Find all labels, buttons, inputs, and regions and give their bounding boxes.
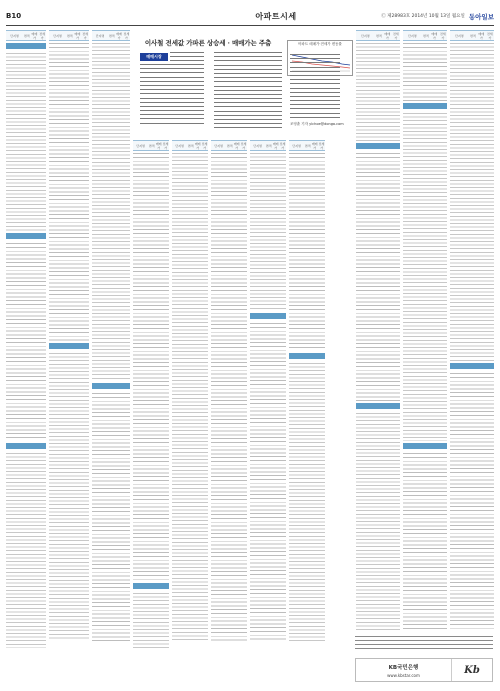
kb-logo-icon: Kb	[464, 664, 480, 676]
district-bar	[6, 233, 46, 239]
column-header: 단지명 면적 매매가 전세가	[403, 30, 447, 41]
column-header: 단지명 면적 매매가 전세가	[211, 140, 247, 151]
price-rows	[250, 321, 286, 641]
page-header	[6, 8, 494, 24]
district-bar	[356, 143, 400, 149]
issue-meta: Ⓒ 제28983호 2014년 10월 13일 월요일	[381, 14, 465, 19]
ad-brand: KB국민은행	[388, 664, 419, 671]
price-rows	[49, 351, 89, 641]
price-rows	[6, 451, 46, 648]
price-rows	[356, 151, 400, 401]
district-bar	[133, 583, 169, 589]
price-rows	[133, 591, 169, 648]
price-rows	[172, 151, 208, 641]
listing-column-8	[289, 140, 325, 648]
article-headline: 이사철 전세값 가파른 상승세 · 매매가는 주춤	[144, 39, 272, 47]
district-bar	[250, 313, 286, 319]
price-rows	[289, 151, 325, 351]
listing-column-3	[92, 30, 130, 648]
ad-logo-panel	[452, 659, 492, 681]
article-body-col-1b	[140, 64, 204, 144]
newspaper-name: 동아일보	[468, 12, 494, 21]
column-header: 단지명 면적 매매가 전세가	[356, 30, 400, 41]
listing-column-4	[133, 140, 169, 648]
column-header: 단지명 면적 매매가 전세가	[289, 140, 325, 151]
section-title: 아파트시세	[255, 11, 297, 21]
price-rows	[450, 371, 494, 630]
price-rows	[356, 411, 400, 630]
district-bar	[289, 353, 325, 359]
district-bar	[403, 443, 447, 449]
column-header: 단지명 면적 매매가 전세가	[6, 30, 46, 41]
district-bar	[92, 383, 130, 389]
price-rows	[6, 51, 46, 231]
advertisement-banner[interactable]	[355, 658, 493, 682]
column-header: 단지명 면적 매매가 전세가	[49, 30, 89, 41]
page-number: B10	[6, 12, 22, 20]
listing-column-2	[49, 30, 89, 648]
listing-column-7	[250, 140, 286, 648]
price-rows	[403, 451, 447, 630]
listing-column-10	[403, 30, 447, 630]
article-reporter: 조영춘 기자 ylchoe@donga.com	[290, 122, 344, 126]
listing-column-1	[6, 30, 46, 648]
chart-title: 아파트 매매가·전세가 변동률	[298, 42, 342, 46]
price-rows	[250, 151, 286, 311]
price-rows	[450, 41, 494, 361]
article-body-col-3	[290, 54, 340, 124]
price-rows	[211, 151, 247, 641]
price-rows	[92, 41, 130, 381]
district-bar	[6, 43, 46, 49]
listing-column-11	[450, 30, 494, 630]
feature-article	[132, 38, 284, 133]
ad-brand-panel	[356, 659, 452, 681]
district-bar	[450, 363, 494, 369]
price-rows	[403, 111, 447, 441]
price-rows	[289, 361, 325, 641]
column-header: 단지명 면적 매매가 전세가	[92, 30, 130, 41]
ad-notice	[355, 636, 493, 653]
district-bar	[6, 443, 46, 449]
price-rows	[356, 41, 400, 141]
price-rows	[133, 151, 169, 581]
price-rows	[49, 41, 89, 341]
article-tag: 매매시장	[140, 53, 168, 61]
price-rows	[6, 241, 46, 441]
district-bar	[356, 403, 400, 409]
listing-column-5	[172, 140, 208, 648]
listing-column-6	[211, 140, 247, 648]
price-rows	[403, 41, 447, 101]
district-bar	[49, 343, 89, 349]
column-header: 단지명 면적 매매가 전세가	[450, 30, 494, 41]
header-rule	[6, 25, 494, 26]
district-bar	[403, 103, 447, 109]
column-header: 단지명 면적 매매가 전세가	[250, 140, 286, 151]
column-header: 단지명 면적 매매가 전세가	[172, 140, 208, 151]
ad-url[interactable]: www.kbstar.com	[387, 672, 420, 678]
article-body-col-2	[214, 52, 282, 132]
column-header: 단지명 면적 매매가 전세가	[133, 140, 169, 151]
price-rows	[92, 391, 130, 641]
listing-column-9	[356, 30, 400, 630]
